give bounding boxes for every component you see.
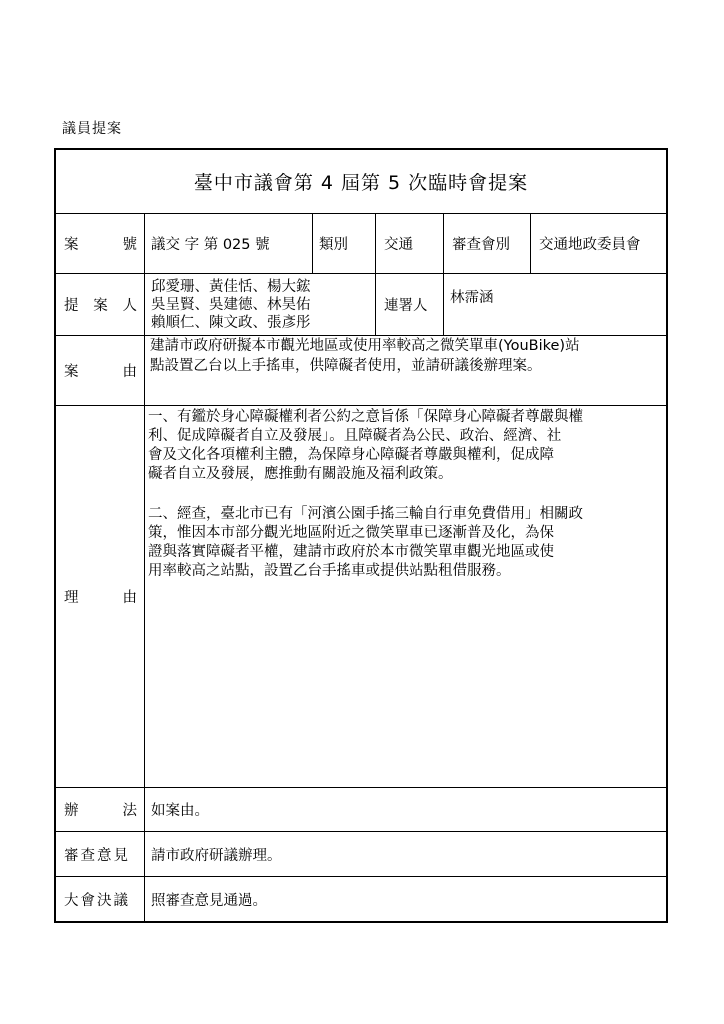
proposer-names-line: 賴順仁、陳文政、張彥彤 (151, 314, 311, 331)
resolution-header: 大會決議 (56, 877, 145, 921)
cosigner-header: 連署人 (376, 274, 444, 335)
reasons-header: 理 由 (56, 406, 145, 787)
case-number-row (56, 214, 666, 274)
case-number-header: 案 號 (56, 214, 145, 273)
proposer-names-line: 吳呈賢、吳建德、林昊佑 (151, 296, 311, 313)
reason-summary-row (56, 336, 666, 406)
category-value: 交通 (376, 214, 444, 273)
resolution-row (56, 877, 666, 921)
committee-value: 交通地政委員會 (539, 237, 641, 253)
review-value: 請市政府研議辦理。 (151, 847, 282, 864)
method-header: 辦 法 (56, 788, 145, 831)
committee-header: 審查會別 (444, 214, 531, 273)
reason-summary-line: 建請市政府研擬本市觀光地區或使用率較高之微笑單車(YouBike)站 (150, 338, 580, 354)
proposer-names-line: 邱愛珊、黃佳恬、楊大鋐 (151, 278, 311, 295)
category-header: 類別 (313, 214, 376, 273)
reason-summary-text (150, 336, 656, 376)
case-number-value: 議交 字 第 025 號 (145, 214, 313, 273)
review-row (56, 832, 666, 877)
method-row (56, 788, 666, 832)
reason-summary-line: 點設置乙台以上手搖車，供障礙者使用，並請研議後辦理案。 (150, 358, 542, 374)
reasons-text (148, 408, 656, 581)
reason-paragraph-1: 一、有鑑於身心障礙權利者公約之意旨係「保障身心障礙者尊嚴與權 利、促成障礙者自立及發展」。且障礙者為公民、政治、經濟、社 會及文化各項權利主體，為保障身心障礙者尊嚴與權利，促成障 礙者自立及發展，應推動有關設施及福利政策。 (148, 409, 583, 482)
proposer-names (145, 274, 376, 335)
reasons-row (56, 406, 666, 788)
cosigner-value: 林霈涵 (450, 290, 494, 306)
resolution-value: 照審查意見通過。 (151, 892, 267, 909)
proposer-row (56, 274, 666, 336)
review-header: 審查意見 (56, 832, 145, 876)
document-type-label: 議員提案 (62, 121, 122, 137)
reason-paragraph-2: 二、經查，臺北市已有「河濱公園手搖三輪自行車免費借用」相關政 策，惟因本市部分觀光地區附近之微笑單車已逐漸普及化，為保 證與落實障礙者平權，建請市政府於本市微笑單車觀光地區或使 用率較高之站點，設置乙台手搖車或提供站點租借服務。 (148, 506, 583, 579)
proposal-title: 臺中市議會第 4 屆第 5 次臨時會提案 (56, 150, 666, 214)
proposal-form (54, 148, 668, 923)
reason-summary-header: 案 由 (56, 336, 145, 405)
proposer-header: 提 案 人 (56, 274, 145, 335)
method-value: 如案由。 (151, 803, 209, 819)
